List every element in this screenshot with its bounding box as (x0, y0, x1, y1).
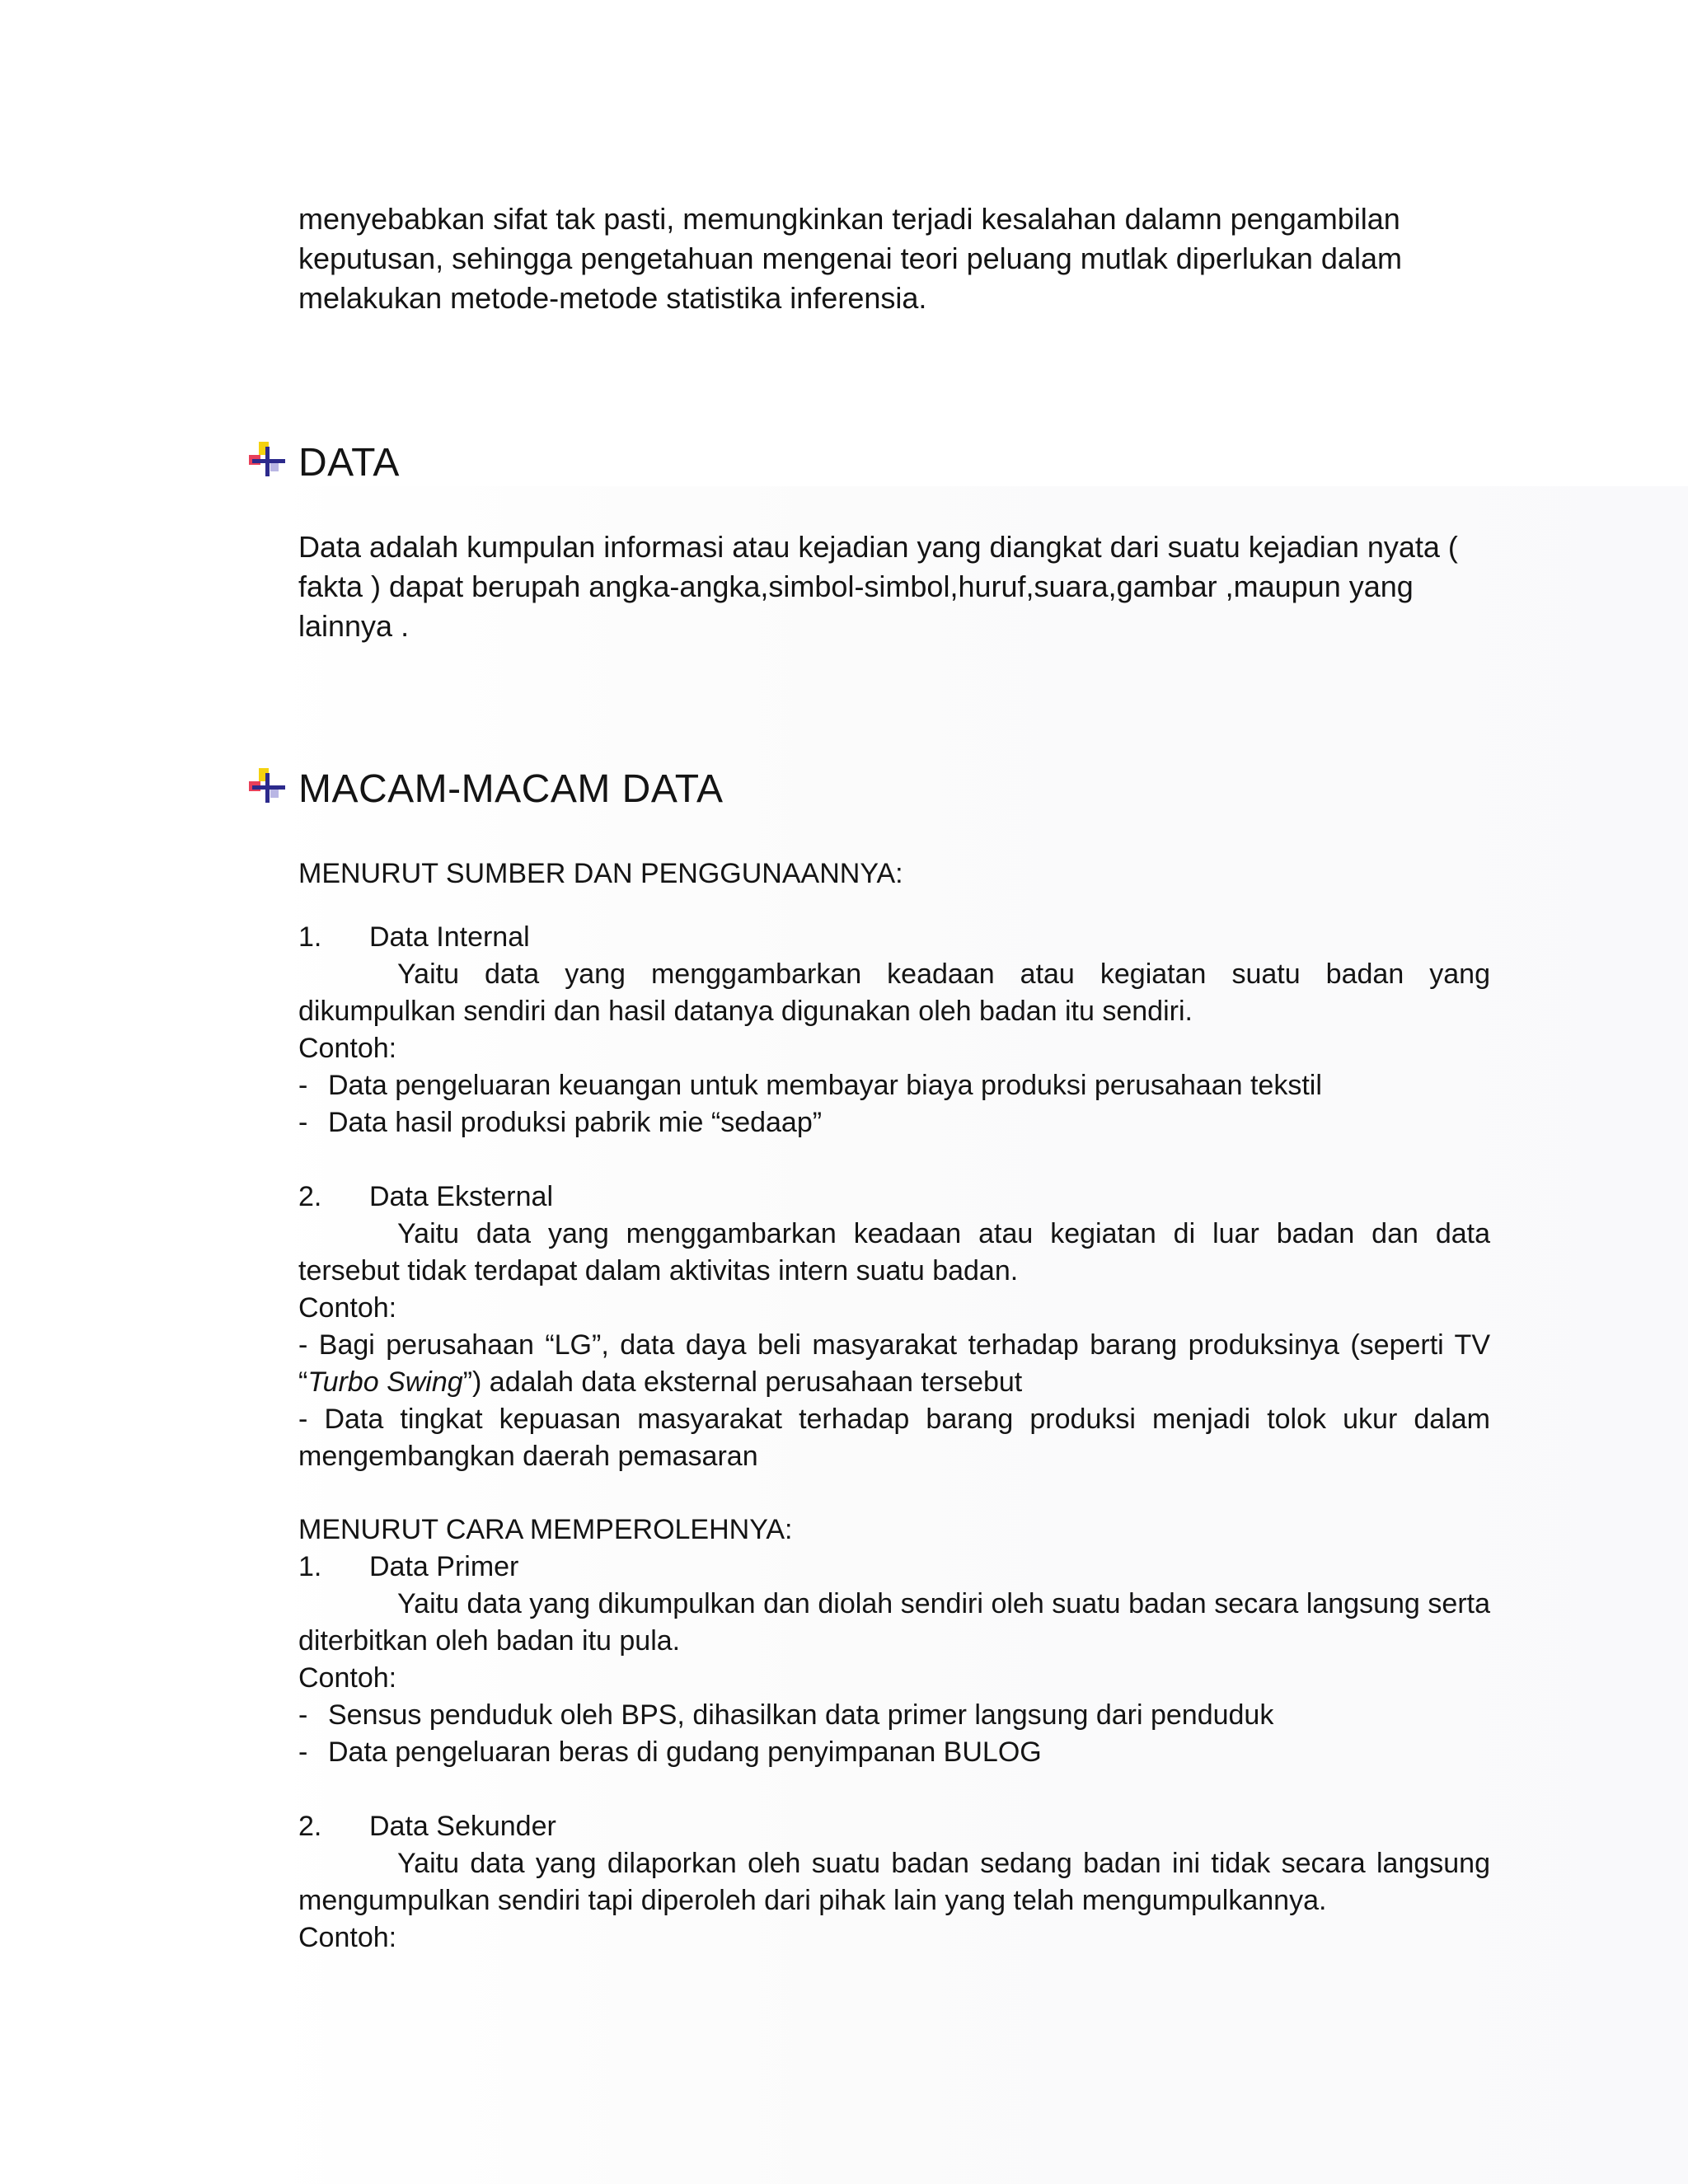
data-definition-paragraph (298, 527, 1458, 646)
item-data-eksternal (298, 1179, 1490, 1475)
example-text: - Bagi perusahaan “LG”, data daya beli masyarakat terhadap barang produksinya (seperti TV “ (298, 1329, 1490, 1398)
dash-marker: - (298, 1107, 308, 1138)
example-italic-text: Turbo Swing (307, 1366, 463, 1398)
contoh-label: Contoh: (298, 1292, 397, 1324)
section-heading: MACAM-MACAM DATA (298, 767, 724, 811)
example-item (298, 1697, 1490, 1734)
intro-line: menyebabkan sifat tak pasti, memungkinkan terjadi kesalahan dalamn pengambilan (298, 202, 1400, 236)
subheading-cara: MENURUT CARA MEMPEROLEHNYA: (298, 1514, 793, 1545)
item-number: 1. (298, 1551, 322, 1582)
item-number: 2. (298, 1811, 322, 1842)
dash-marker: - (298, 1070, 308, 1101)
item-number: 1. (298, 921, 322, 953)
item-title: Data Primer (369, 1551, 519, 1582)
intro-paragraph (298, 199, 1402, 318)
plus-bullet-icon (247, 440, 288, 478)
item-title: Data Sekunder (369, 1811, 556, 1842)
item-number: 2. (298, 1181, 322, 1212)
example-text: ”) adalah data eksternal perusahaan tersebut (462, 1366, 1023, 1398)
section-macam-heading-row (298, 766, 1490, 813)
section-heading: DATA (298, 441, 400, 485)
item-data-sekunder (298, 1808, 1490, 1957)
example-text: Sensus penduduk oleh BPS, dihasilkan data primer langsung dari penduduk (328, 1699, 1274, 1731)
section-data-heading-row (298, 440, 1490, 486)
item-data-internal (298, 919, 1490, 1141)
item-description: Yaitu data yang menggambarkan keadaan atau kegiatan di luar badan dan data tersebut tidak terdapat dalam aktivitas intern suatu badan. (298, 1218, 1490, 1286)
example-item (298, 1067, 1490, 1104)
item-title: Data Eksternal (369, 1181, 553, 1212)
example-item: - Data tingkat kepuasan masyarakat terhadap barang produksi menjadi tolok ukur dalam mengembangkan daerah pemasaran (298, 1404, 1490, 1472)
intro-line: keputusan, sehingga pengetahuan mengenai teori peluang mutlak diperlukan dalam (298, 241, 1402, 275)
example-text: Data pengeluaran keuangan untuk membayar biaya produksi perusahaan tekstil (328, 1070, 1322, 1101)
dash-marker: - (298, 1699, 308, 1731)
example-text: Data pengeluaran beras di gudang penyimpanan BULOG (328, 1736, 1042, 1768)
item-description: Yaitu data yang dikumpulkan dan diolah sendiri oleh suatu badan secara langsung serta diterbitkan oleh badan itu pula. (298, 1588, 1490, 1657)
item-description: Yaitu data yang dilaporkan oleh suatu badan sedang badan ini tidak secara langsung mengumpulkan sendiri tapi diperoleh dari pihak lain yang telah mengumpulkannya. (298, 1848, 1490, 1916)
item-data-primer (298, 1549, 1490, 1771)
plus-bullet-icon (247, 766, 288, 804)
paragraph-line: fakta ) dapat berupah angka-angka,simbol-simbol,huruf,suara,gambar ,maupun yang (298, 569, 1414, 603)
intro-line: melakukan metode-metode statistika inferensia. (298, 281, 927, 315)
subheading-sumber: MENURUT SUMBER DAN PENGGUNAANNYA: (298, 858, 903, 889)
contoh-label: Contoh: (298, 1033, 397, 1064)
item-title: Data Internal (369, 921, 530, 953)
dash-marker: - (298, 1736, 308, 1768)
contoh-label: Contoh: (298, 1922, 397, 1953)
example-item (298, 1104, 1490, 1141)
example-item (298, 1327, 1490, 1401)
example-item (298, 1734, 1490, 1771)
item-description: Yaitu data yang menggambarkan keadaan atau kegiatan suatu badan yang dikumpulkan sendiri dan hasil datanya digunakan oleh badan itu sendiri. (298, 958, 1490, 1027)
paragraph-line: Data adalah kumpulan informasi atau kejadian yang diangkat dari suatu kejadian nyata ( (298, 530, 1458, 564)
example-text: Data hasil produksi pabrik mie “sedaap” (328, 1107, 823, 1138)
contoh-label: Contoh: (298, 1662, 397, 1694)
paragraph-line: lainnya . (298, 609, 410, 643)
